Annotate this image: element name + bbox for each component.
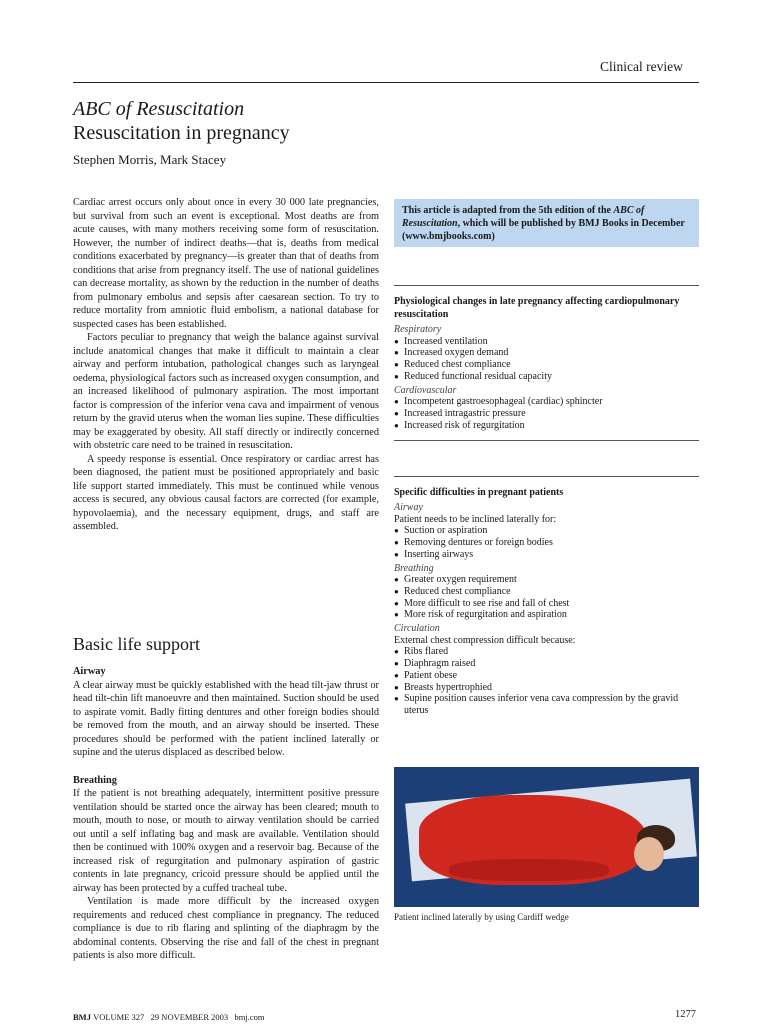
list-item: ● Ribs flared	[394, 646, 699, 658]
specific-difficulties-box	[394, 486, 699, 717]
intro-paragraph-3: A speedy response is essential. Once respiratory or cardiac arrest has been diagnosed, the patient must be positioned appropriately and basic life support started immediately. This must be continued while venous access is secured, any obvious causal factors are corrected (for example, hypovolaemia), and the necessary equipment, drugs, and staff are assembled.	[73, 453, 379, 532]
patient-arm	[449, 859, 609, 881]
breathing-paragraph-1: If the patient is not breathing adequately, intermittent positive pressure ventilation should be started once the airway has been cleared; mouth to mouth, mouth to nose, or mouth to airway ventilation should be carried out until a self inflating bag and mask are available. Ventilation should then be continued with 100% oxygen and a reservoir bag. Because of the increased risk of regurgitation and pulmonary aspiration of gastric contents in late pregnancy, cricoid pressure should be applied until the airway has been protected by a cuffed tracheal tube.	[73, 788, 379, 894]
figure-caption: Patient inclined laterally by using Cardiff wedge	[394, 912, 569, 922]
intro-paragraph-2: Factors peculiar to pregnancy that weigh the balance against survival include anatomical changes that make it difficult to maintain a clear airway and perform intubation, pathological changes such as laryngeal oedema, physiological factors such as increased oxygen consumption, and an increased likelihood of pulmonary aspiration. The most important factor is compression of the inferior vena cava and impairment of venous return by the gravid uterus when the woman lies supine. These difficulties may be exaggerated by obesity. All staff directly or indirectly concerned with obstetric care need to be trained in resuscitation.	[73, 332, 379, 451]
book-title: ABC of Resuscitation	[402, 205, 645, 229]
box2-rule	[394, 476, 699, 477]
section-label: Clinical review	[600, 59, 683, 74]
box2-circulation-label: Circulation	[394, 623, 440, 635]
box2-circulation-intro: External chest compression difficult because:	[394, 634, 576, 646]
list-item: ● More risk of regurgitation and aspiration	[394, 609, 699, 621]
box2-airway-label: Airway	[394, 502, 423, 513]
list-item: ● More difficult to see rise and fall of chest	[394, 598, 699, 610]
footer-journal: BMJ	[73, 1012, 91, 1022]
article-title: Resuscitation in pregnancy	[73, 122, 290, 144]
box2-title: Specific difficulties in pregnant patients	[394, 487, 564, 498]
list-item: ● Removing dentures or foreign bodies	[394, 537, 699, 549]
list-item: ● Incompetent gastroesophageal (cardiac) sphincter	[394, 396, 699, 408]
airway-paragraph: A clear airway must be quickly established with the head tilt-jaw thrust or head tilt-chin lift manoeuvre and then maintained. Suction should be used to aspirate vomit. Badly fitting dentures and other foreign bodies should be removed from the mouth, and an airway should be inserted. These procedures should be performed with the patient inclined laterally or supine and the uterus displaced as described below.	[73, 679, 379, 758]
list-item: ● Patient obese	[394, 670, 699, 682]
footer	[73, 1012, 265, 1022]
series-title: ABC of Resuscitation	[73, 98, 245, 120]
box1-group-label: Respiratory	[394, 324, 442, 335]
header-rule	[73, 82, 699, 83]
bls-text	[73, 665, 379, 963]
list-item: ● Reduced functional residual capacity	[394, 371, 699, 383]
list-item: ● Greater oxygen requirement	[394, 574, 699, 586]
adaptation-note: This article is adapted from the 5th edition of the ABC of Resuscitation, which will be published by BMJ Books in December (www.bmjbooks.com)	[394, 199, 699, 247]
box1-rule	[394, 285, 699, 286]
intro-text	[73, 196, 379, 534]
list-item: ● Increased oxygen demand	[394, 347, 699, 359]
box2-airway-intro: Patient needs to be inclined laterally for:	[394, 513, 557, 525]
breathing-paragraph-2: Ventilation is made more difficult by the increased oxygen requirements and reduced chest compliance in pregnancy. The reduced compliance is due to rib flaring and splinting of the diaphragm by the abdominal contents. Observing the rise and fall of the chest in pregnant patients is also more difficult.	[73, 896, 379, 961]
section-heading-bls: Basic life support	[73, 634, 200, 654]
box1-title: Physiological changes in late pregnancy affecting cardiopulmonary resuscitation	[394, 296, 680, 320]
box1-group-label: Cardiovascular	[394, 384, 457, 396]
breathing-subheading: Breathing	[73, 774, 117, 786]
list-item: ● Increased ventilation	[394, 336, 699, 348]
list-item: ● Reduced chest compliance	[394, 586, 699, 598]
authors: Stephen Morris, Mark Stacey	[73, 152, 227, 167]
intro-paragraph-1: Cardiac arrest occurs only about once in every 30 000 late pregnancies, but survival from such an event is exceptional. Most deaths are from acute causes, with many mothers receiving some form of resuscitation. However, the number of indirect deaths—that is, deaths from medical conditions exacerbated by pregnancy—is greater than that of deaths from conditions that arise from pregnancy itself. The use of national guidelines can decrease mortality, as shown by the reduction in the number of deaths from pulmonary embolus and sepsis after caesarean section. To try to reduce mortality from amniotic fluid embolism, a national database for suspected cases has been established.	[73, 197, 379, 330]
list-item: ● Increased risk of regurgitation	[394, 420, 699, 432]
patient-photo	[394, 767, 699, 907]
footer-volume: VOLUME 327 29 NOVEMBER 2003 bmj.com	[93, 1012, 265, 1022]
list-item: ● Increased intragastric pressure	[394, 408, 699, 420]
list-item: ● Suction or aspiration	[394, 525, 699, 537]
list-item: ● Diaphragm raised	[394, 658, 699, 670]
page-number: 1277	[675, 1009, 696, 1020]
patient-head	[634, 837, 664, 871]
box2-breathing-label: Breathing	[394, 562, 434, 574]
physiological-changes-box	[394, 295, 699, 431]
airway-subheading: Airway	[73, 666, 106, 677]
list-item: ● Breasts hypertrophied	[394, 682, 699, 694]
list-item: ● Supine position causes inferior vena cava compression by the gravid uterus	[394, 693, 699, 716]
box1-bottom-rule	[394, 440, 699, 441]
list-item: ● Inserting airways	[394, 549, 699, 561]
list-item: ● Reduced chest compliance	[394, 359, 699, 371]
